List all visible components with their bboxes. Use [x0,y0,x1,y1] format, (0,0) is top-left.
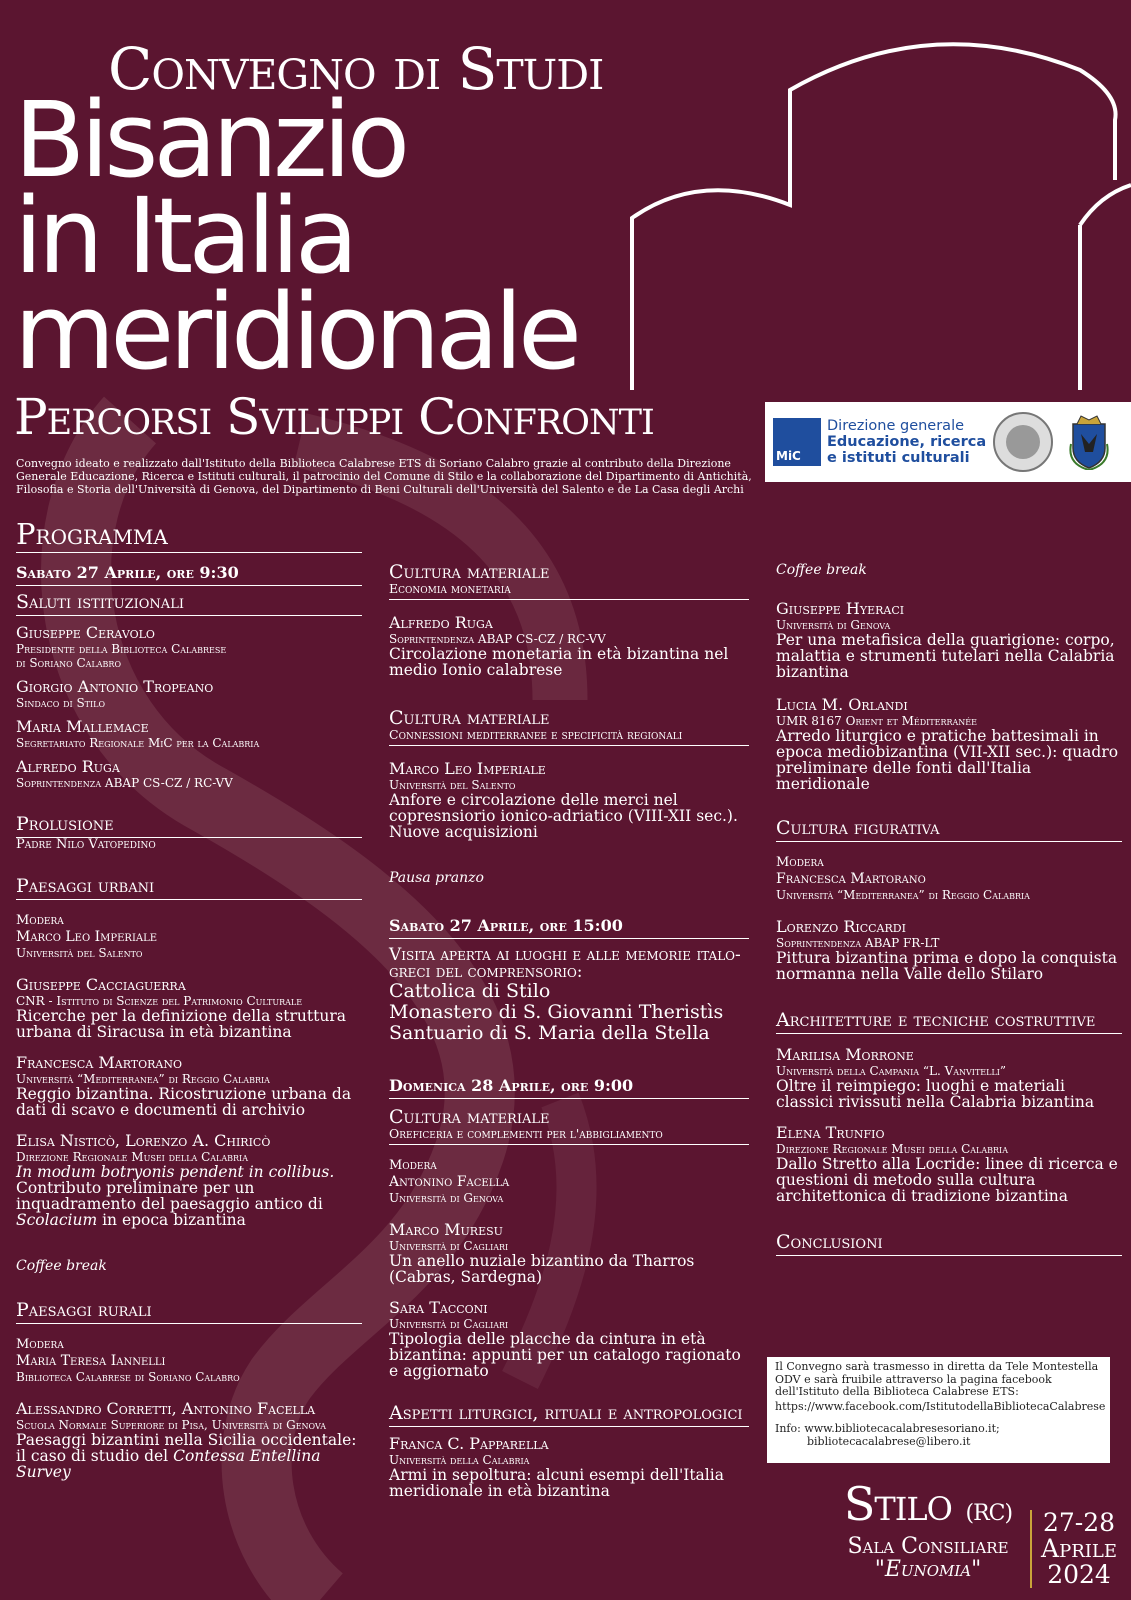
moderator-label: Modera [389,1158,437,1173]
speaker-affiliation: CNR - Istituto di Scienze del Patrimonio Culturale [16,994,303,1008]
moderator-affiliation: Università di Genova [389,1191,504,1205]
speaker-name: Marco Muresu [389,1220,503,1239]
sponsor-logos [765,402,1131,482]
biblioteca-calabrese-seal-icon [993,412,1053,472]
speaker-name: Marco Leo Imperiale [389,759,546,778]
speaker-affiliation: Direzione Regionale Musei della Calabria [776,1142,1008,1156]
main-title [14,79,578,393]
dir-line-3: e istituti culturali [827,450,970,466]
info-label: Info: [775,1422,801,1435]
date-sunday-morning: Domenica 28 Aprile, ore 9:00 [389,1076,749,1099]
program-column-1 [16,518,362,1480]
streaming-info: Il Convegno sarà trasmesso in diretta da Tele Montestella ODV e sarà fruibile attraverso la pagina facebook dell'Istituto della Biblioteca Calabrese ETS: [775,1360,1099,1398]
speaker-name: Marilisa Morrone [776,1045,914,1064]
speaker-affiliation: Università di Cagliari [389,1317,509,1331]
speaker-affiliation: Soprintendenza ABAP CS-CZ / RC-VV [389,632,606,646]
talk-title [16,1164,362,1228]
moderator-name: Maria Teresa Iannelli [16,1353,166,1369]
moderator-affiliation: Università del Salento [16,946,143,960]
visit-site: Cattolica di Stilo [389,980,551,1002]
section-paesaggi-rurali: Paesaggi rurali [16,1300,362,1324]
section-prolusione: Prolusione [16,814,362,838]
direzione-generale-logo-text [827,418,987,466]
talk-title: Tipologia delle placche da cintura in età bizantina: appunti per un catalogo ragionato e aggiornato [389,1330,741,1380]
section-cultura-figurativa: Cultura figurativa [776,818,1122,842]
talk-title: Arredo liturgico e pratiche battesimali in epoca mediobizantina (VII-XII sec.): quadro preliminare delle fonti dall'Italia meridionale [776,727,1119,793]
lunch-break: Pausa pranzo [389,870,484,886]
talk-title [16,1432,362,1480]
speaker-name: Franca C. Papparella [389,1434,549,1453]
visit-site: Monastero di S. Giovanni Theristìs [389,1001,724,1023]
speaker-affiliation: Università della Campania “L. Vanvitelli” [776,1064,1007,1078]
comune-stilo-crest-icon [1067,414,1111,470]
section-subtitle: Economia monetaria [389,582,749,600]
speaker-name: Giorgio Antonio Tropeano [16,677,214,696]
dir-line-1: Direzione generale [827,418,965,434]
subtitle: Percorsi Sviluppi Confronti [14,388,654,446]
talk-title-part: Paesaggi bizantini nella Sicilia occidentale: il caso di studio del [16,1431,357,1465]
section-subtitle: Connessioni mediterranee e specificità regionali [389,728,749,746]
section-cultura-materiale: Cultura materiale [389,707,550,729]
speaker-name: Elena Trunfio [776,1123,885,1142]
programma-heading: Programma [16,518,362,553]
venue-block [838,1477,1018,1582]
talk-title-italic: Contessa Entellina Survey [16,1447,321,1481]
moderator-name: Marco Leo Imperiale [16,929,158,945]
speaker-affiliation: Soprintendenza ABAP CS-CZ / RC-VV [16,776,233,790]
moderator-label: Modera [16,913,64,928]
intro-text: Convegno ideato e realizzato dall'Istituto della Biblioteca Calabrese ETS di Soriano Calabro grazie al contributo della Direzione Generale Educazione, Ricerca e Istituti culturali, il patrocinio del Comune di Stilo e la collaborazione del Dipartimento di Antichità, Filosofia e Storia dell'Università di Genova, del Dipartimento di Beni Culturali dell'Università del Salento e de La Casa degli Archi [16,457,752,496]
section-saluti: Saluti istituzionali [16,592,362,616]
talk-title: Armi in sepoltura: alcuni esempi dell'Italia meridionale in età bizantina [389,1466,724,1500]
section-paesaggi-urbani: Paesaggi urbani [16,876,362,900]
contact-info [775,1423,1102,1436]
moderator-name: Francesca Martorano [776,871,926,887]
venue-city [838,1477,1018,1536]
speaker-name: Lucia M. Orlandi [776,695,908,714]
talk-title: Dallo Stretto alla Locride: linee di ricerca e questioni di metodo sulla cultura architettonica di tradizione bizantina [776,1155,1118,1205]
speaker-name: Alfredo Ruga [389,613,493,632]
talk-title: Pittura bizantina prima e dopo la conquista normanna nella Valle dello Stilaro [776,949,1118,983]
visit-site: Santuario di S. Maria della Stella [389,1022,710,1044]
speaker-name: Giuseppe Cacciaguerra [16,975,186,994]
talk-title: Per una metafisica della guarigione: corpo, malattia e strumenti tutelari nella Calabria bizantina [776,631,1115,681]
event-year: 2024 [1047,1560,1111,1589]
speaker-affiliation: Soprintendenza ABAP FR-LT [776,936,940,950]
venue-hall-name: "Eunomia" [874,1557,982,1582]
talk-title: Oltre il reimpiego: luoghi e materiali classici rivissuti nella Calabria bizantina [776,1077,1095,1111]
speaker-affiliation: Università di Cagliari [389,1239,509,1253]
email-link[interactable]: bibliotecacalabrese@libero.it [807,1434,971,1448]
speaker-affiliation: Segretariato Regionale MiC per la Calabria [16,736,260,750]
moderator-label: Modera [776,855,824,870]
speaker-affiliation: Università del Salento [389,778,516,792]
program-column-2 [389,556,749,1499]
province: (RC) [965,1501,1013,1526]
speaker-name: Sara Tacconi [389,1298,488,1317]
facebook-link[interactable]: https://www.facebook.com/IstitutodellaBibliotecaCalabrese [775,1399,1106,1413]
speaker-affiliation: Sindaco di Stilo [16,696,106,710]
moderator-label: Modera [16,1337,64,1352]
speaker-affiliation: Università della Calabria [389,1453,530,1467]
event-dates [1030,1510,1120,1588]
speaker-affiliation: Direzione Regionale Musei della Calabria [16,1150,248,1164]
talk-title: Reggio bizantina. Ricostruzione urbana da dati di scavo e documenti di archivio [16,1085,352,1119]
speaker-affiliation: di Soriano Calabro [16,656,122,670]
event-month: Aprile [1041,1534,1117,1563]
talk-title: Ricerche per la definizione della struttura urbana di Siracusa in età bizantina [16,1007,346,1041]
talk-title-italic: Scolacium [16,1211,98,1229]
section-aspetti-liturgici: Aspetti liturgici, rituali e antropologici [389,1403,749,1427]
coffee-break: Coffee break [16,1258,107,1274]
city-name: Stilo [843,1477,952,1531]
title-line-2: in Italia [14,175,354,297]
title-line-3: meridionale [14,271,578,393]
speaker-name: Giuseppe Ceravolo [16,623,155,642]
convegno-label: Convegno di Studi [108,35,604,103]
mic-logo-icon [773,418,821,466]
speaker-affiliation: Scuola Normale Superiore di Pisa, Università di Genova [16,1418,326,1432]
talk-title-part: Contributo preliminare per un inquadramento del paesaggio antico di [16,1179,323,1213]
coffee-break: Coffee break [776,562,867,578]
moderator-name: Antonino Facella [389,1174,510,1190]
speaker-name: Alfredo Ruga [16,757,120,776]
speaker-name: Elisa Nisticò, Lorenzo A. Chiricò [16,1131,271,1150]
section-architetture: Architetture e tecniche costruttive [776,1010,1122,1034]
speaker-name: Francesca Martorano [16,1053,183,1072]
mic-label: MiC [776,449,801,463]
dir-line-2: Educazione, ricerca [827,434,987,450]
speaker-name: Alessandro Corretti, Antonino Facella [16,1399,316,1418]
title-line-1: Bisanzio [14,79,406,201]
section-subtitle: Oreficeria e complementi per l'abbigliamento [389,1127,749,1145]
talk-title-part: in epoca bizantina [97,1211,246,1229]
church-outline-drawing [632,44,1131,390]
section-cultura-materiale: Cultura materiale [389,1106,550,1128]
speaker-name: Maria Mallemace [16,717,149,736]
speaker-name: Lorenzo Riccardi [776,917,906,936]
talk-title: Un anello nuziale bizantino da Tharros (Cabras, Sardegna) [389,1252,695,1286]
event-days: 27-28 [1042,1508,1116,1537]
talk-title-italic: In modum botryonis pendent in collibus. [16,1163,335,1181]
moderator-affiliation: Biblioteca Calabrese di Soriano Calabro [16,1370,240,1384]
program-column-3 [776,562,1122,1256]
speaker-affiliation: UMR 8167 Orient et Méditerranée [776,714,977,728]
speaker-affiliation: Università di Genova [776,618,891,632]
section-conclusioni: Conclusioni [776,1232,1122,1256]
speaker-affiliation: Presidente della Biblioteca Calabrese [16,642,227,656]
website-link[interactable]: www.bibliotecacalabresesoriano.it; [804,1422,1000,1435]
date-saturday-afternoon: Sabato 27 Aprile, ore 15:00 [389,916,749,939]
talk-title: Circolazione monetaria in età bizantina nel medio Ionio calabrese [389,645,729,679]
venue-hall: Sala Consiliare [847,1534,1009,1559]
talk-title: Anfore e circolazione delle merci nel copresnsiorio ionico-adriatico (VIII-XII sec.). Nuove acquisizioni [389,791,738,841]
visit-description: Visita aperta ai luoghi e alle memorie italo-greci del comprensorio: [389,945,741,982]
speaker-name: Giuseppe Hyeraci [776,599,905,618]
info-box [767,1357,1110,1463]
date-saturday-morning: Sabato 27 Aprile, ore 9:30 [16,563,362,586]
speaker-affiliation: Università “Mediterranea” di Reggio Calabria [16,1072,270,1086]
section-cultura-materiale: Cultura materiale [389,561,550,583]
speaker-name: Padre Nilo Vatopedino [16,837,156,852]
moderator-affiliation: Università “Mediterranea” di Reggio Calabria [776,888,1030,902]
